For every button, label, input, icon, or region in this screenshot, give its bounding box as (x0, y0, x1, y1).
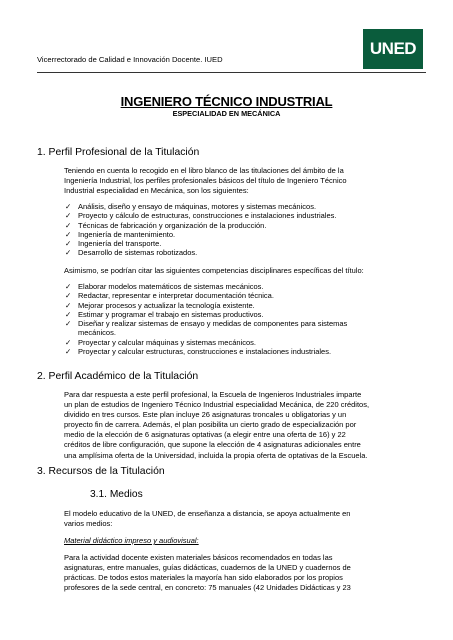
text-line: Para dar respuesta a este perfil profesional, la Escuela de Ingenieros Industriales imparte (64, 390, 362, 399)
checkmark-icon: ✓ (65, 337, 72, 347)
document-title: INGENIERO TÉCNICO INDUSTRIAL (120, 94, 333, 109)
checkmark-icon: ✓ (65, 248, 72, 258)
section-2-body (64, 390, 428, 461)
text-line: Teniendo en cuenta lo recogido en el libro blanco de las titulaciones del ámbito de la (64, 166, 344, 175)
list-item: ✓ Proyecto y cálculo de estructuras, construcciones e instalaciones industriales. (65, 211, 337, 221)
checkmark-icon: ✓ (65, 239, 72, 249)
checkmark-icon: ✓ (65, 229, 72, 239)
text-line: proyecto fin de carrera. Además, el plan posibilita un cierto grado de especialización por (64, 420, 357, 430)
text-line: El modelo educativo de la UNED, de enseñanza a distancia, se apoya actualmente en (64, 509, 351, 518)
text-line: asignaturas, entre manuales, guías didácticas, cuadernos de la UNED y cuadernos de (64, 563, 351, 573)
header-text: Vicerrectorado de Calidad e Innovación Docente. IUED (37, 55, 223, 64)
list-item: ✓ Redactar, representar e interpretar documentación técnica. (65, 291, 274, 301)
text-line: prácticas. De todos estos materiales la mayoría han sido elaborados por los propios (64, 573, 343, 583)
text-line: un plan de estudios de Ingeniero Técnico Industrial especialidad Mecánica, de 220 créditos, (64, 400, 370, 410)
text-line: varios medios: (64, 519, 113, 529)
text-line: Industrial especialidad en Mecánica, son los siguientes: (64, 186, 249, 196)
list-item: ✓ Desarrollo de sistemas robotizados. (65, 248, 198, 258)
list-item: ✓ Proyectar y calcular máquinas y sistemas mecánicos. (65, 337, 256, 347)
section-3-intro (64, 509, 428, 529)
list-item: ✓ Ingeniería del transporte. (65, 239, 162, 249)
section-2-heading: 2. Perfil Académico de la Titulación (37, 371, 199, 382)
checkmark-icon: ✓ (65, 220, 72, 230)
list-item: ✓ Análisis, diseño y ensayo de máquinas, motores y sistemas mecánicos. (65, 202, 317, 211)
list-item: ✓ Técnicas de fabricación y organización de la producción. (65, 220, 267, 230)
header-rule (37, 72, 426, 73)
material-label: Material didáctico impreso y audiovisual: (64, 536, 199, 545)
text-line: una amplísima oferta de la Universidad, incluida la propia oferta de optativas de la Escuela. (64, 450, 368, 460)
profiles-list (64, 202, 428, 258)
section-3-1-heading: 3.1. Medios (90, 489, 143, 500)
list-item: ✓ Ingeniería de mantenimiento. (65, 229, 176, 239)
checkmark-icon: ✓ (65, 309, 72, 319)
section-1-intro (64, 166, 428, 196)
list-item: ✓ Proyectar y calcular estructuras, construcciones e instalaciones industriales. (65, 347, 332, 357)
text-line: medio de la elección de 6 asignaturas optativas (a elegir entre una oferta de 16) y 22 (64, 430, 346, 440)
list-item-continuation: mecánicos. (78, 328, 116, 338)
list-item: ✓ Estimar y programar el trabajo en sistemas productivos. (65, 309, 264, 319)
checkmark-icon: ✓ (65, 202, 72, 211)
uned-logo: UNED (363, 29, 423, 69)
checkmark-icon: ✓ (65, 300, 72, 310)
list-item: ✓ Elaborar modelos matemáticos de sistemas mecánicos. (65, 282, 264, 291)
checkmark-icon: ✓ (65, 291, 72, 301)
checkmark-icon: ✓ (65, 211, 72, 221)
text-line: Ingeniería Industrial, los perfiles profesionales básicos del título de Ingeniero Técnico (64, 176, 347, 186)
list-item: ✓ Mejorar procesos y actualizar la tecnología existente. (65, 300, 255, 310)
checkmark-icon: ✓ (65, 282, 72, 291)
material-body (64, 553, 428, 593)
checkmark-icon: ✓ (65, 347, 72, 357)
text-line: profesores de la sede central, en concreto: 75 manuales (42 Unidades Didácticas y 23 (64, 583, 351, 593)
document-subtitle: ESPECIALIDAD EN MECÁNICA (172, 109, 281, 118)
text-line: Para la actividad docente existen materiales básicos recomendados en todas las (64, 553, 333, 562)
competencies-intro: Asimismo, se podrían citar las siguientes competencias disciplinares específicas del título: (64, 266, 364, 275)
section-1-heading: 1. Perfil Profesional de la Titulación (37, 147, 200, 158)
competencies-list (64, 282, 428, 356)
text-line: créditos de libre configuración, que supone la elección de 4 asignaturas adicionales entre (64, 440, 361, 450)
text-line: dividido en tres cursos. Este plan incluye 26 asignaturas troncales u obligatorias y un (64, 410, 347, 420)
list-item: ✓ Diseñar y realizar sistemas de ensayo y medidas de componentes para sistemas (65, 319, 348, 329)
checkmark-icon: ✓ (65, 319, 72, 329)
section-3-heading: 3. Recursos de la Titulación (37, 466, 165, 477)
